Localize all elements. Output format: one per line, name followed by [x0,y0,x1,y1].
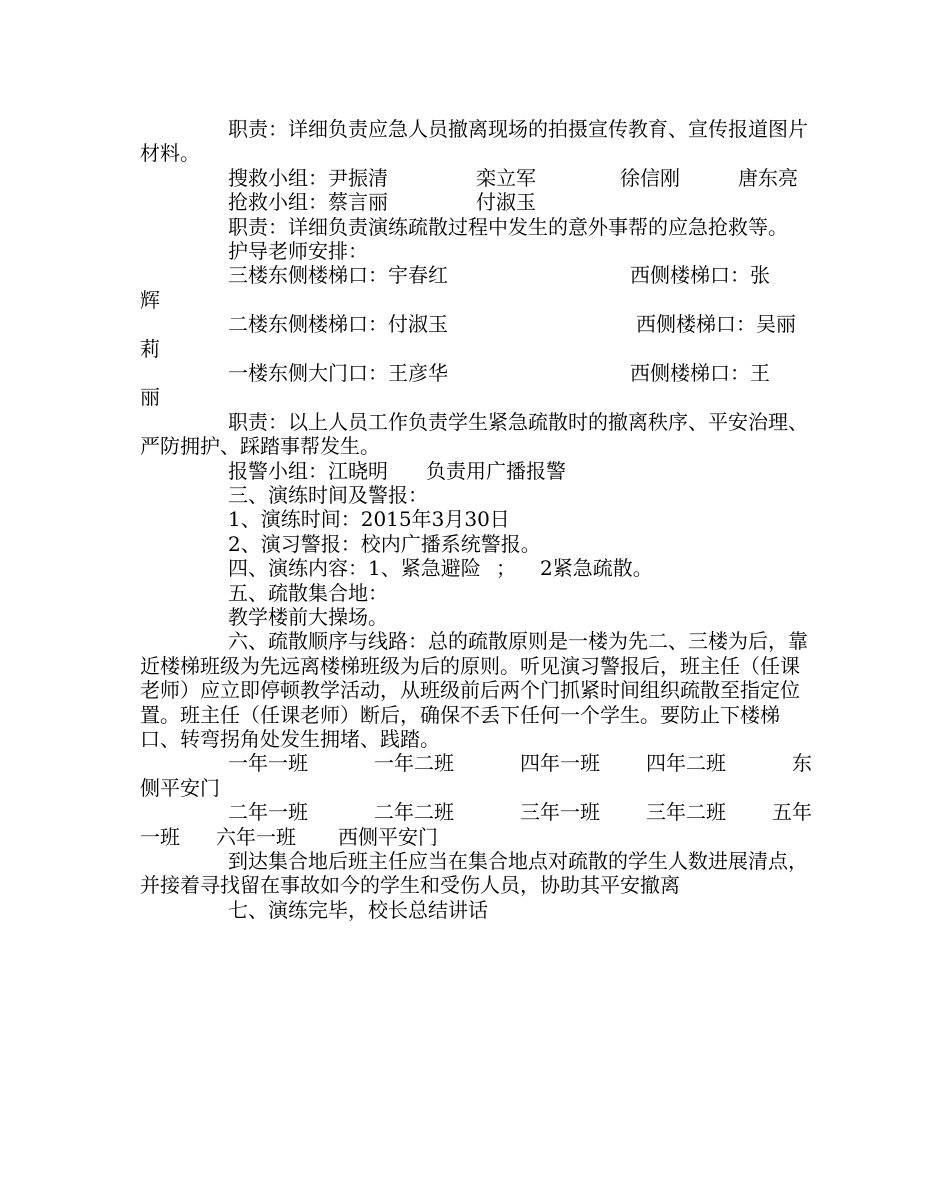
floor3-west-cont: 辉 [140,287,160,312]
drill-alarm: 2、演习警报：校内广播系统警报。 [228,531,541,556]
floor2-west: 西侧楼梯口：吴丽 [636,312,796,337]
section-4-row [140,556,812,580]
rescue-group-label: 抢救小组：蔡言丽 [228,190,388,215]
west-exit-row-cont [140,825,812,849]
floor3-row [140,263,812,287]
west-exit-row [140,800,812,824]
guide-teachers-heading: 护导老师安排： [228,239,368,263]
floor3-east: 三楼东侧楼梯口：宇春红 [228,263,448,288]
floor1-west: 西侧楼梯口：王 [630,361,770,385]
member-name: 栾立军 [476,165,536,190]
section-3-heading: 三、演练时间及警报： [228,483,428,507]
member-name: 徐信刚 [620,165,680,190]
section-4-part2: 2紧急疏散。 [540,556,653,581]
floor1-east: 一楼东侧大门口：王彦华 [228,361,448,385]
exit-label: 西侧平安门 [338,824,438,849]
class-name: 六年一班 [216,824,296,849]
east-exit-row [140,751,812,775]
exit-label: 东 [792,751,812,776]
section-4-part1: 四、演练内容：1、紧急避险 [228,556,481,581]
assembly-place: 教学楼前大操场。 [228,605,388,630]
section-4-sep: ； [496,556,516,581]
east-exit-cont: 侧平安门 [140,775,220,800]
duty-rescue-paragraph: 职责：详细负责演练疏散过程中发生的意外事帮的应急抢救等。 [228,214,788,239]
class-name: 五年 [772,800,812,825]
section-6-paragraph: 六、疏散顺序与线路：总的疏散原则是一楼为先二、三楼为后，靠近楼梯班级为先远离楼梯班级为后的原则。听见演习警报后，班主任（任课老师）应立即停顿教学活动，从班级前后两个门抓紧时间组织疏散至指定位置。班主任（任课老师）断后，确保不丢下任何一个学生。要防止下楼梯口、转弯拐角处发生拥堵、践踏。 [140,629,808,752]
class-name: 一班 [140,824,180,849]
floor1-west-cont: 丽 [140,385,160,410]
section-7-heading: 七、演练完毕，校长总结讲话 [228,897,488,922]
floor1-row [140,361,812,385]
floor2-row [140,312,812,336]
document-page [140,117,812,922]
member-name: 付淑玉 [476,190,536,215]
section-5-heading: 五、疏散集合地： [228,580,388,605]
rescue-group-row [140,190,812,214]
alarm-group-row [140,459,812,483]
class-name: 一年二班 [374,751,454,776]
duty-guide-paragraph: 职责：以上人员工作负责学生紧急疏散时的撤离秩序、平安治理、严防拥护、踩踏事帮发生。 [140,409,808,459]
member-name: 唐东亮 [738,165,798,190]
floor3-west: 西侧楼梯口：张 [630,263,770,288]
class-name: 三年二班 [646,800,726,825]
drill-time: 1、演练时间：2015年3月30日 [228,507,510,532]
duty-photo-paragraph: 职责：详细负责应急人员撤离现场的拍摄宣传教育、宣传报道图片材料。 [140,117,808,166]
floor2-west-cont: 莉 [140,336,160,361]
after-assembly-paragraph: 到达集合地后班主任应当在集合地点对疏散的学生人数进展清点，并接着寻找留在事故如今的学生和受伤人员，协助其平安撤离 [140,849,808,898]
search-group-row [140,166,812,190]
class-name: 四年二班 [646,751,726,776]
alarm-group-label: 报警小组：江晓明 [228,458,388,483]
class-name: 三年一班 [520,800,600,825]
class-name: 四年一班 [520,751,600,776]
alarm-duty: 负责用广播报警 [426,458,566,483]
class-name: 一年一班 [228,751,308,776]
class-name: 二年一班 [228,800,308,825]
class-name: 二年二班 [374,800,454,825]
floor2-east: 二楼东侧楼梯口：付淑玉 [228,312,448,337]
search-group-label: 搜救小组：尹振清 [228,165,388,190]
